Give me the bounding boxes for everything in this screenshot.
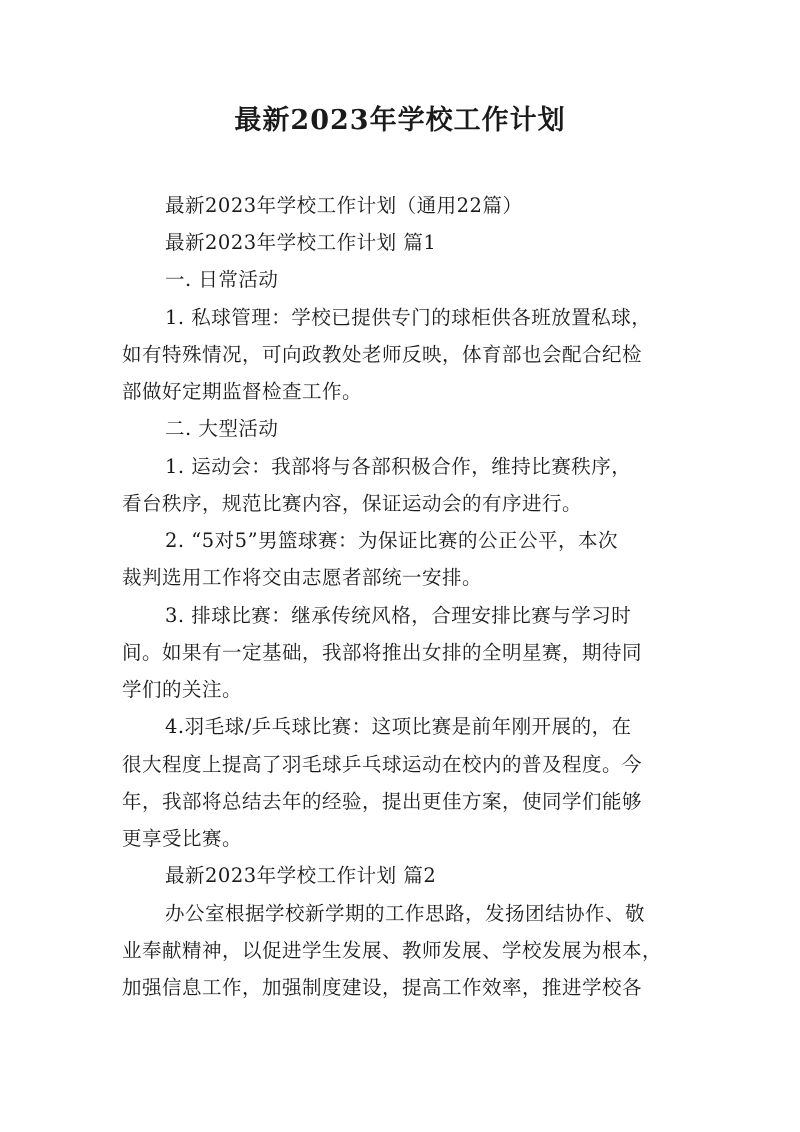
- text-line: 学们的关注。: [122, 678, 243, 701]
- text-line: 4.羽毛球/乒乓球比赛：这项比赛是前年刚开展的，在: [165, 715, 632, 738]
- text-line: 3. 排球比赛：继承传统风格，合理安排比赛与学习时: [165, 604, 632, 627]
- text-line-subtitle: 最新2023年学校工作计划（通用22篇）: [165, 194, 523, 217]
- text-line: 裁判选用工作将交由志愿者部统一安排。: [122, 566, 483, 589]
- text-line: 2. “5对5”男篮球赛：为保证比赛的公正公平，本次: [165, 529, 619, 552]
- text-line: 年，我部将总结去年的经验，提出更佳方案，使同学们能够: [122, 790, 643, 813]
- document-title: 最新2023年学校工作计划: [234, 105, 566, 136]
- text-line-section-2-heading: 最新2023年学校工作计划 篇2: [165, 864, 437, 887]
- text-line: 很大程度上提高了羽毛球乒乓球运动在校内的普及程度。今: [122, 753, 643, 776]
- text-line: 间。如果有一定基础，我部将推出女排的全明星赛，期待同: [122, 641, 643, 664]
- text-line: 加强信息工作，加强制度建设，提高工作效率，推进学校各: [122, 976, 643, 999]
- text-line: 看台秩序，规范比赛内容，保证运动会的有序进行。: [122, 492, 583, 515]
- text-line: 二. 大型活动: [165, 417, 279, 440]
- text-line: 如有特殊情况，可向政教处老师反映，体育部也会配合纪检: [122, 343, 643, 366]
- text-line: 业奉献精神，以促进学生发展、教师发展、学校发展为根本，: [122, 939, 663, 962]
- text-line: 1. 运动会：我部将与各部积极合作，维持比赛秩序，: [165, 455, 632, 478]
- text-line: 部做好定期监督检查工作。: [122, 380, 363, 403]
- text-line: 更享受比赛。: [122, 827, 243, 850]
- text-line: 一. 日常活动: [165, 268, 279, 291]
- text-line: 1. 私球管理：学校已提供专门的球柜供各班放置私球，: [165, 306, 652, 329]
- text-line-section-1-heading: 最新2023年学校工作计划 篇1: [165, 231, 437, 254]
- text-line: 办公室根据学校新学期的工作思路，发扬团结协作、敬: [165, 902, 646, 925]
